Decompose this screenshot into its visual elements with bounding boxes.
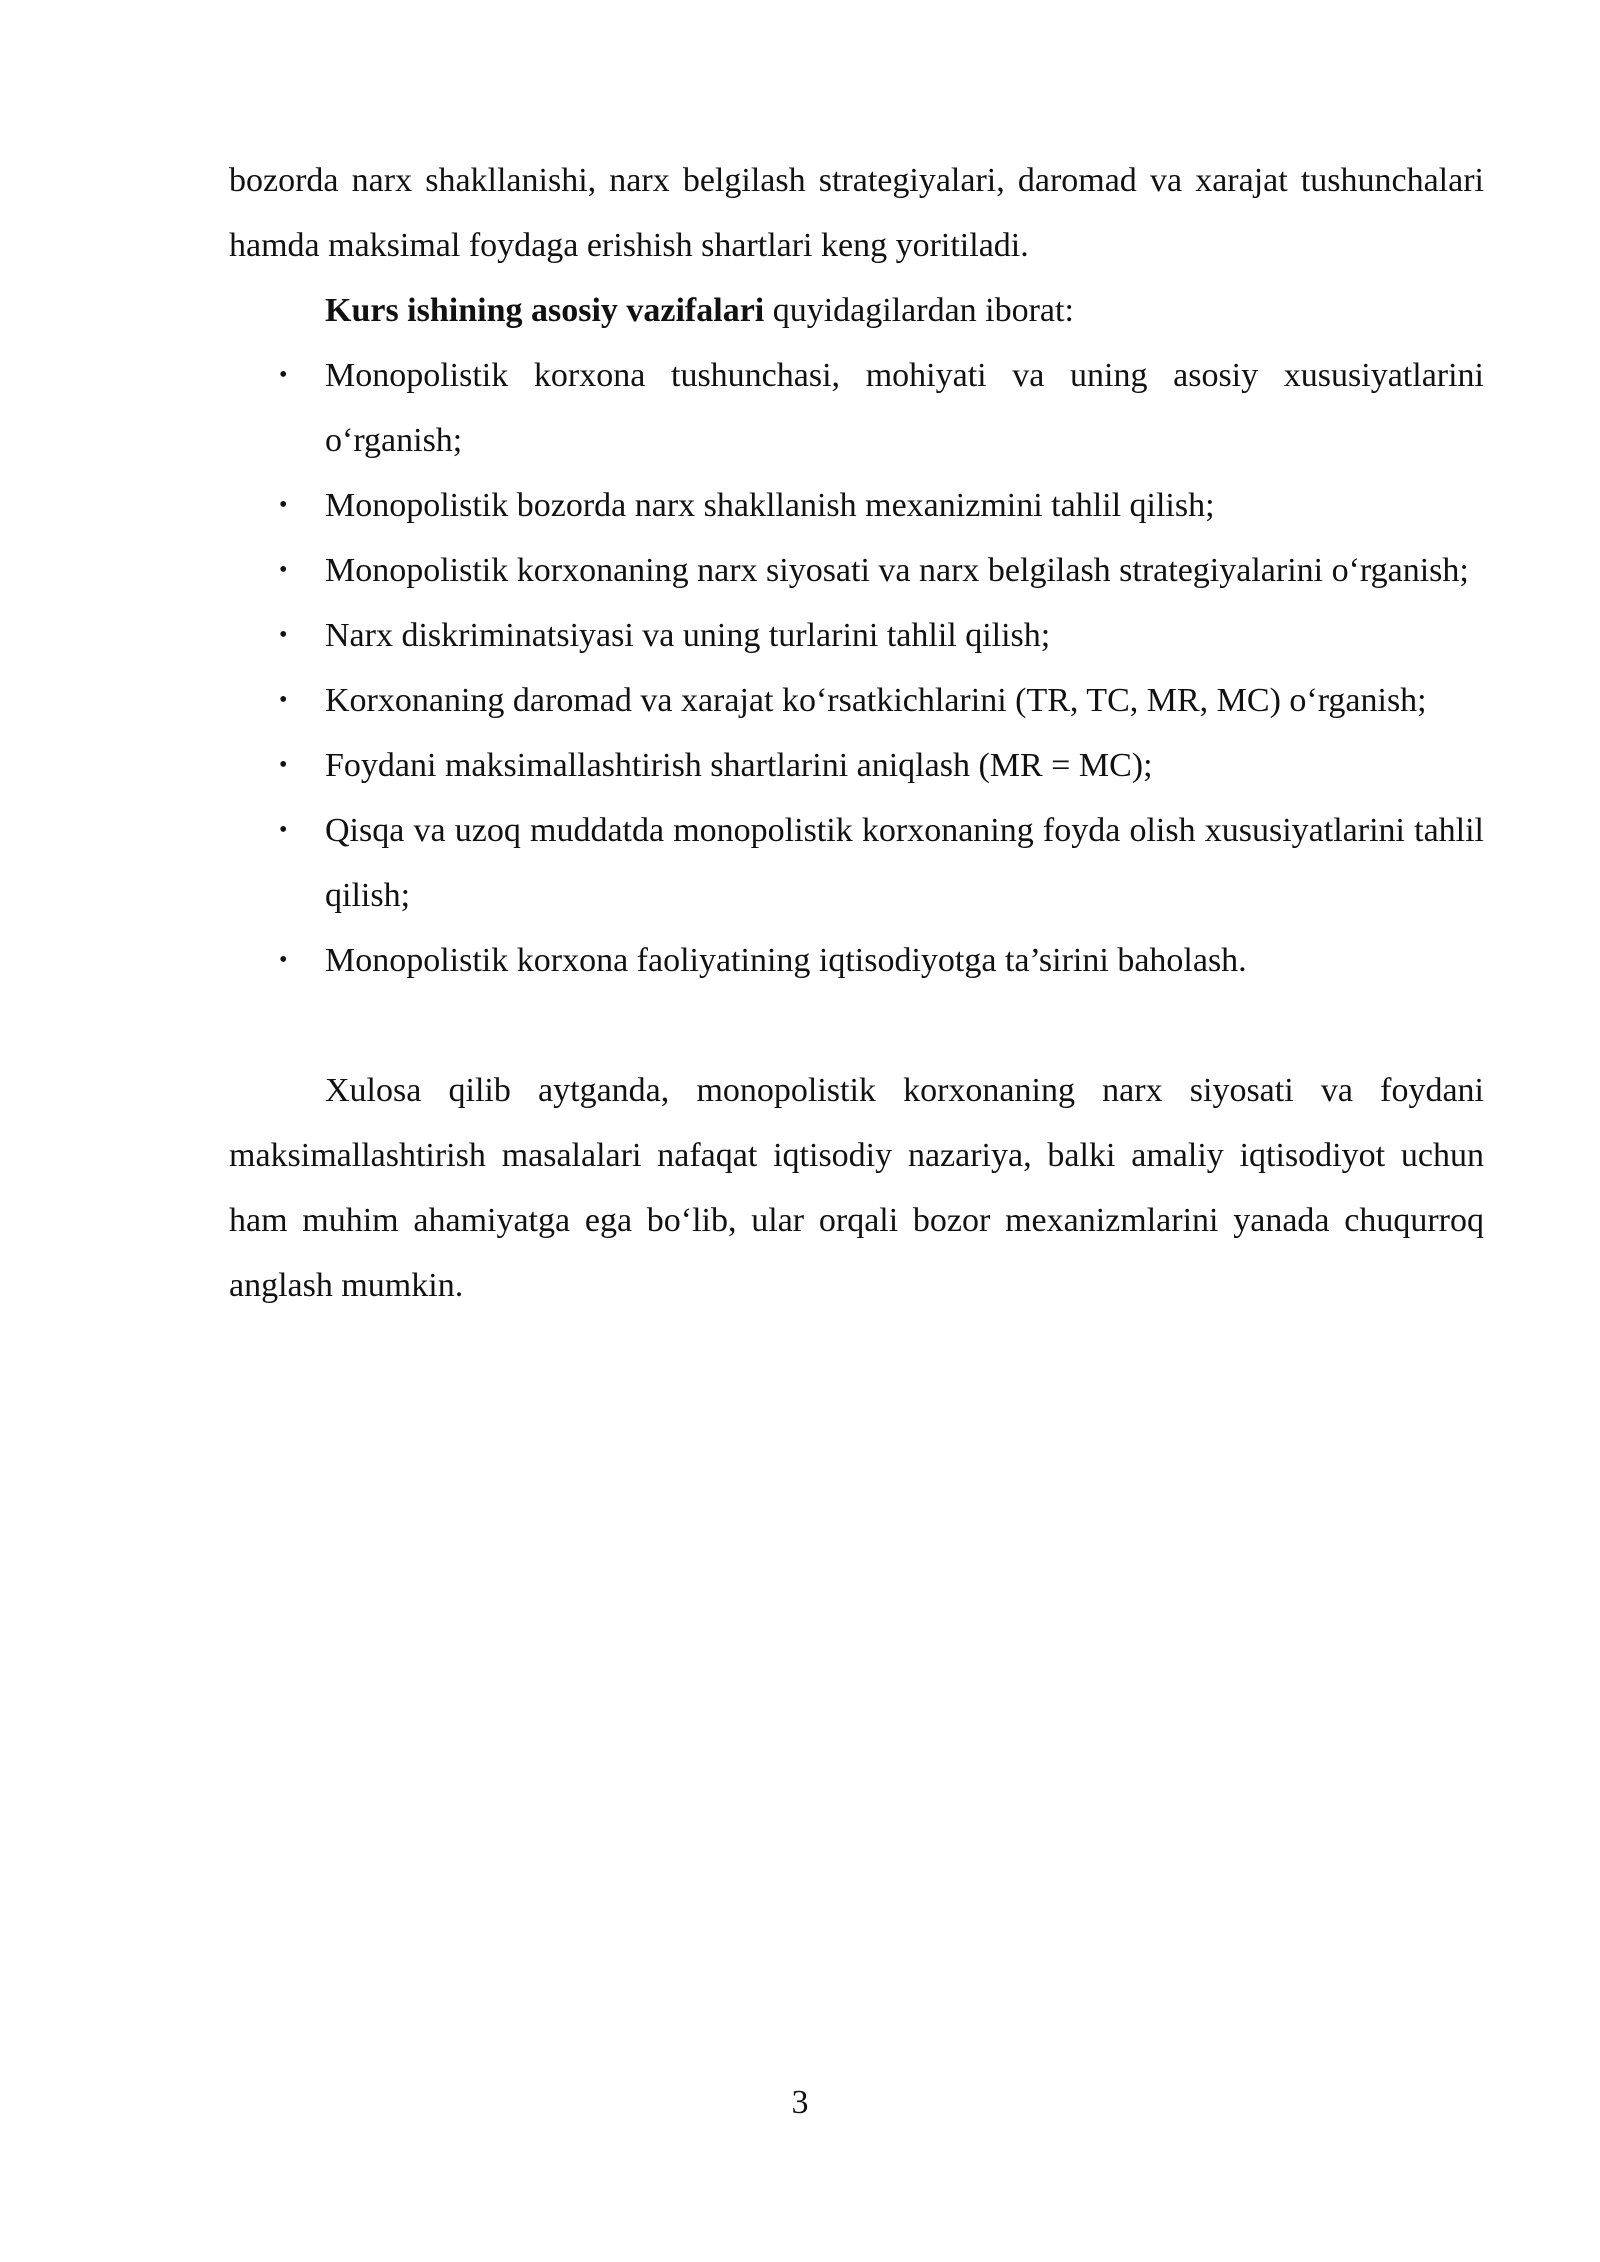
bullet-icon: •	[279, 817, 288, 843]
list-item-text: Monopolistik korxona faoliyatining iqtisodiyotga ta’sirini baholash.	[325, 942, 1247, 979]
intro-paragraph: bozorda narx shakllanishi, narx belgilash strategiyalari, daromad va xarajat tushunchalari hamda maksimal foydaga erishish shartlari keng yoritiladi.	[229, 162, 1484, 264]
page-body	[229, 148, 1484, 1318]
list-item-text: Qisqa va uzoq muddatda monopolistik korxonaning foyda olish xususiyatlarini tahlil qilish;	[325, 812, 1484, 914]
list-item-text: Monopolistik bozorda narx shakllanish mexanizmini tahlil qilish;	[325, 487, 1215, 524]
list-item-text: Monopolistik korxonaning narx siyosati va narx belgilash strategiyalarini o‘rganish;	[325, 552, 1469, 589]
tasks-list	[229, 343, 1484, 993]
list-item	[229, 733, 1484, 798]
conclusion-paragraph: Xulosa qilib aytganda, monopolistik korxonaning narx siyosati va foydani maksimallashtirish masalalari nafaqat iqtisodiy nazariya, balki amaliy iqtisodiyot uchun ham muhim ahamiyatga ega bo‘lib, ular orqali bozor mexanizmlarini yanada chuqurroq anglash mumkin.	[229, 1072, 1484, 1304]
bullet-icon: •	[279, 492, 288, 518]
bullet-icon: •	[279, 947, 288, 973]
list-item	[229, 538, 1484, 603]
list-item-text: Foydani maksimallashtirish shartlarini aniqlash (MR = MC);	[325, 747, 1153, 784]
list-item	[229, 928, 1484, 993]
list-item-text: Korxonaning daromad va xarajat ko‘rsatkichlarini (TR, TC, MR, MC) o‘rganish;	[325, 682, 1427, 719]
list-item	[229, 798, 1484, 928]
bullet-icon: •	[279, 362, 288, 388]
list-item	[229, 473, 1484, 538]
bullet-icon: •	[279, 622, 288, 648]
list-item-text: Monopolistik korxona tushunchasi, mohiyati va uning asosiy xususiyatlarini o‘rganish;	[325, 357, 1484, 459]
list-item	[229, 343, 1484, 473]
list-item	[229, 603, 1484, 668]
list-item	[229, 668, 1484, 733]
bullet-icon: •	[279, 687, 288, 713]
page-number: 3	[791, 2084, 809, 2121]
paragraph-spacer	[229, 993, 1484, 1058]
tasks-heading	[229, 278, 1484, 343]
bullet-icon: •	[279, 752, 288, 778]
list-item-text: Narx diskriminatsiyasi va uning turlarini tahlil qilish;	[325, 617, 1051, 654]
bullet-icon: •	[279, 557, 288, 583]
tasks-heading-bold: Kurs ishining asosiy vazifalari	[325, 292, 765, 329]
tasks-heading-rest: quyidagilardan iborat:	[764, 292, 1074, 329]
